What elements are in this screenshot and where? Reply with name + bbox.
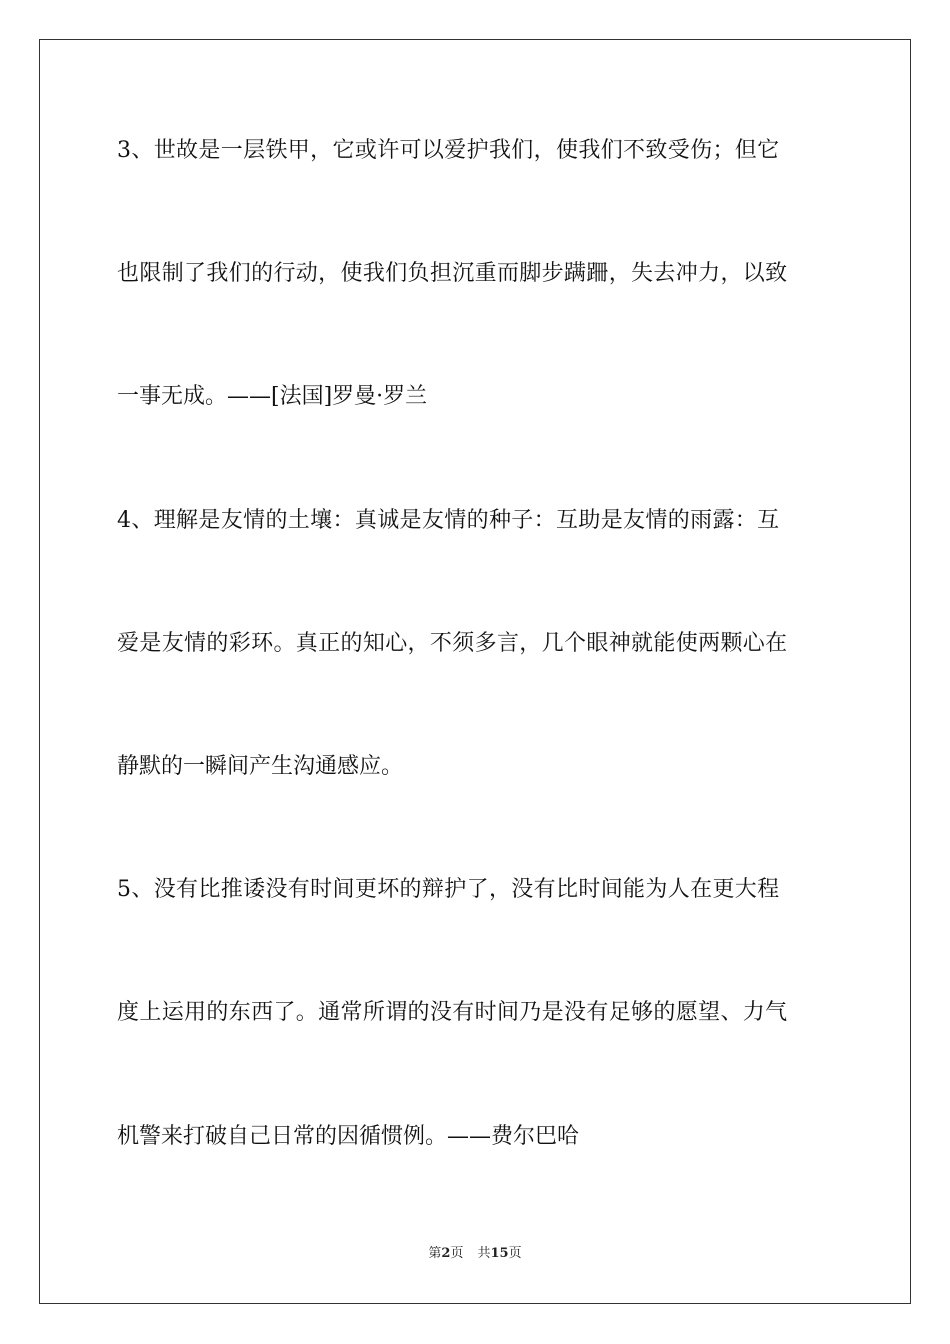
text-line: 5、没有比推诿没有时间更坏的辩护了，没有比时间能为人在更大程	[117, 877, 780, 902]
text-line: 机警来打破自己日常的因循惯例。——费尔巴哈	[117, 1124, 580, 1149]
page-border	[39, 39, 911, 1304]
text-line: 爱是友情的彩环。真正的知心，不须多言，几个眼神就能使两颗心在	[117, 631, 788, 656]
page-suffix: 页	[450, 1246, 464, 1261]
total-suffix: 页	[508, 1246, 522, 1261]
page-prefix: 第	[428, 1246, 442, 1261]
text-line: 静默的一瞬间产生沟通感应。	[117, 754, 404, 779]
page-footer	[0, 1245, 950, 1263]
text-line: 也限制了我们的行动，使我们负担沉重而脚步蹒跚，失去冲力，以致	[117, 261, 788, 286]
total-prefix: 共	[477, 1246, 491, 1261]
page-number: 2	[441, 1246, 451, 1261]
text-line: 度上运用的东西了。通常所谓的没有时间乃是没有足够的愿望、力气	[117, 1000, 788, 1025]
total-pages: 15	[490, 1246, 509, 1261]
text-line: 4、理解是友情的土壤：真诚是友情的种子：互助是友情的雨露：互	[117, 508, 780, 533]
text-line: 3、世故是一层铁甲，它或许可以爱护我们，使我们不致受伤；但它	[117, 138, 780, 163]
text-line: 一事无成。——[法国]罗曼·罗兰	[117, 384, 428, 409]
